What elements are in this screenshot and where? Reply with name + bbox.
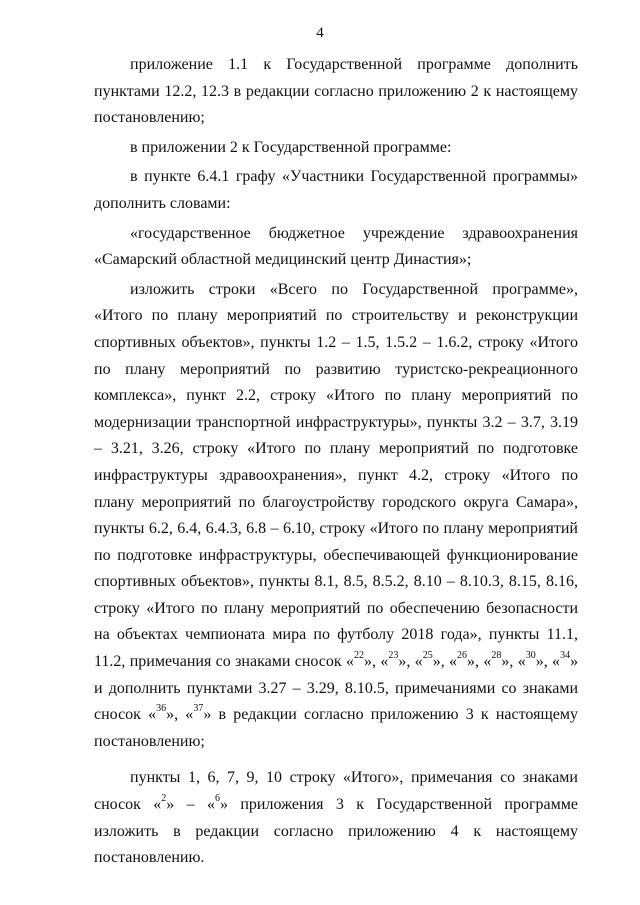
- paragraph: изложить строки «Всего по Государственной программе», «Итого по плану мероприятий по строительству и реконструкции спортивных объектов», пункты 1.2 – 1.5, 1.5.2 – 1.6.2, строку «Итого по плану мероприятий по развитию туристско-рекреационного комплекса», пункт 2.2, строку «Итого по плану мероприятий по модернизации транспортной инфраструктуры», пункты 3.2 – 3.7, 3.19 – 3.21, 3.26, строку «Итого по плану мероприятий по подготовке инфраструктуры здравоохранения», пункт 4.2, строку «Итого по плану мероприятий по благоустройству городского округа Самара», пункты 6.2, 6.4, 6.4.3, 6.8 – 6.10, строку «Итого по плану мероприятий по подготовке инфраструктуры, обеспечивающей функционирование спортивных объектов», пункты 8.1, 8.5, 8.5.2, 8.10 – 8.10.3, 8.15, 8.16, строку «Итого по плану мероприятий по обеспечению безопасности на объектах чемпионата мира по футболу 2018 года», пункты 11.1, 11.2, примечания со знаками сносок «$^{22}$», «$^{23}$», «$^{25}$», «$^{26}$», «$^{28}$», «$^{30}$», «$^{34}$» и дополнить пунктами 3.27 – 3.29, 8.10.5, примечаниями со знаками сносок «$^{36}$», «$^{37}$» в редакции согласно приложению 3 к настоящему постановлению;: [94, 280, 579, 750]
- footnote-mark: 30: [525, 649, 536, 661]
- footnote-mark: 26: [457, 649, 468, 661]
- paragraph: приложение 1.1 к Государственной программе дополнить пунктами 12.2, 12.3 в редакции согласно приложению 2 к настоящему постановлению;: [94, 56, 578, 127]
- footnote-mark: 36: [156, 702, 167, 714]
- footnote-mark: 22: [354, 649, 364, 661]
- paragraph: в пункте 6.4.1 графу «Участники Государственной программы» дополнить словами:: [94, 168, 578, 212]
- document-body: [94, 52, 578, 872]
- paragraph: пункты 1, 6, 7, 9, 10 строку «Итого», примечания со знаками сносок «$^2$» – «$^6$» приложения 3 к Государственной программе изложить в редакции согласно приложению 4 к настоящему постановлению.: [94, 769, 579, 867]
- page-number: 4: [316, 25, 324, 41]
- paragraph: в приложении 2 к Государственной программе:: [130, 138, 452, 156]
- footnote-mark: 2: [161, 792, 167, 804]
- footnote-mark: 23: [388, 649, 399, 661]
- footnote-mark: 25: [422, 649, 433, 661]
- footnote-mark: 37: [193, 702, 204, 714]
- footnote-mark: 34: [560, 649, 571, 661]
- paragraph: «государственное бюджетное учреждение здравоохранения «Самарский областной медицинский центр Династия»;: [94, 224, 578, 269]
- footnote-mark: 28: [491, 649, 502, 661]
- footnote-mark: 6: [215, 792, 221, 804]
